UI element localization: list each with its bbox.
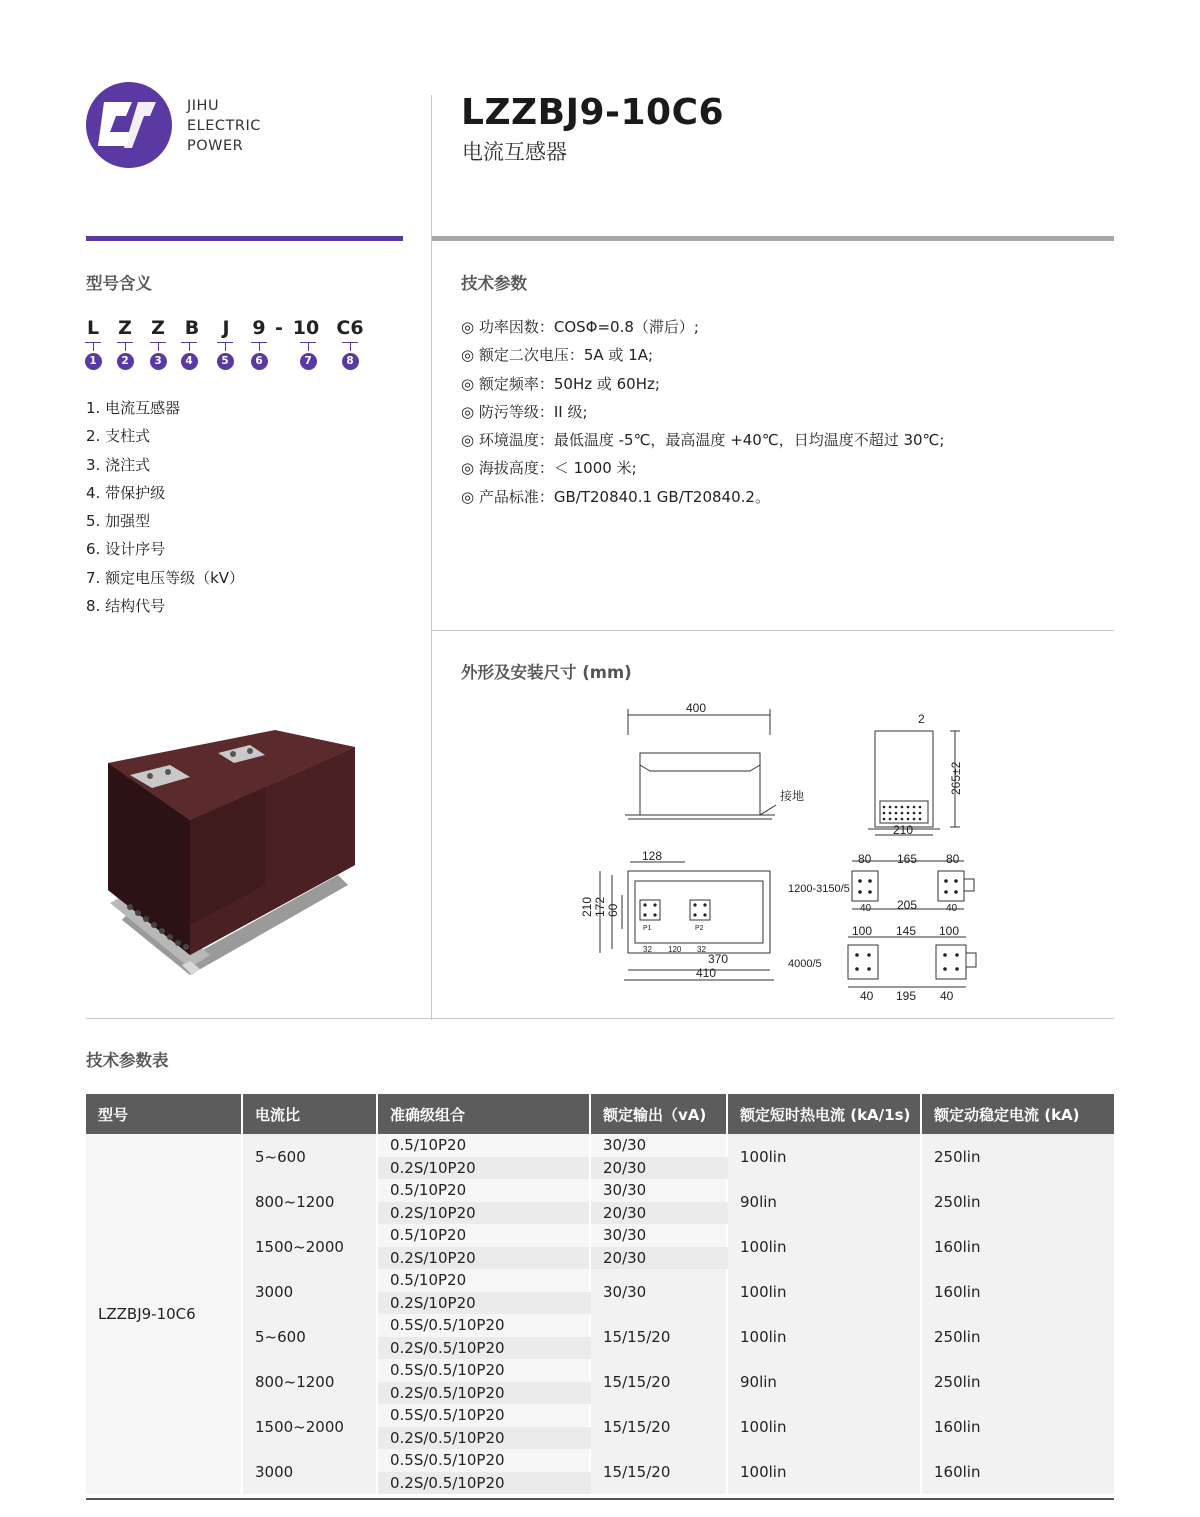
cell-accuracy: 0.5S/0.5/10P20 [378,1449,591,1472]
dim-front-width: 400 [686,701,707,715]
product-title: LZZBJ9-10C6 [461,92,725,133]
marker-1 [84,342,102,370]
cell-output: 15/15/20 [591,1404,728,1449]
cell-dynamic: 160lin [922,1269,1114,1314]
spec-table-heading: 技术参数表 [86,1051,169,1070]
cell-output: 30/30 [591,1269,728,1314]
cell-dynamic: 160lin [922,1404,1114,1449]
cell-thermal: 100lin [728,1404,922,1449]
cell-thermal: 100lin [728,1269,922,1314]
dim-side-top: 2 [918,712,925,726]
product-photo [100,725,365,980]
cell-dynamic: 250lin [922,1179,1114,1224]
cell-accuracy: 0.2S/0.5/10P20 [378,1337,591,1360]
spec-item: ◎ 防污等级：II 级; [461,402,588,421]
cell-ratio: 5~600 [243,1134,378,1179]
cell-accuracy: 0.5/10P20 [378,1269,591,1292]
tech-params-list [461,313,944,511]
marker-number: 3 [150,353,167,370]
code-letter: 10 [292,317,320,339]
term-a-ratio: 1200-3150/5 [788,883,850,895]
code-letter: 9 [252,317,266,339]
dim-side-height: 265±2 [949,761,963,795]
term-b-ratio: 4000/5 [788,958,822,970]
section-divider [86,1018,1114,1019]
meaning-item: 8. 结构代号 [86,597,166,616]
marker-number: 6 [251,353,268,370]
term-b-dim-f: 40 [940,989,954,1003]
code-dash: - [275,317,283,339]
dim-plan-d8: 370 [708,952,729,966]
spec-item: ◎ 环境温度：最低温度 -5℃，最高温度 +40℃，日均温度不超过 30℃; [461,431,945,450]
cell-accuracy: 0.5S/0.5/10P20 [378,1359,591,1382]
cell-accuracy: 0.5/10P20 [378,1224,591,1247]
cell-thermal: 90lin [728,1359,922,1404]
header-dynamic: 额定动稳定电流 (kA) [922,1094,1114,1134]
dim-plan-d2: 210 [580,896,594,917]
cell-output: 30/30 [591,1224,728,1247]
cell-accuracy: 0.5S/0.5/10P20 [378,1404,591,1427]
spec-table [86,1094,1114,1494]
brand-name [187,96,261,156]
dim-plan-d4: 60 [606,903,620,917]
cell-thermal: 100lin [728,1134,922,1179]
cell-output: 15/15/20 [591,1449,728,1494]
term-b-dim-e: 195 [896,989,917,1003]
marker-2 [116,342,134,370]
cell-ratio: 800~1200 [243,1179,378,1224]
vertical-divider [431,95,432,1020]
model-code [86,317,376,341]
marker-4 [180,342,198,370]
dim-side-base: 210 [893,823,914,837]
marker-number: 1 [85,353,102,370]
brand-line-1: JIHU [187,98,220,114]
term-b-dim-c: 100 [939,924,960,938]
cell-dynamic: 160lin [922,1224,1114,1269]
cell-thermal: 90lin [728,1179,922,1224]
term-b-dim-b: 145 [896,924,917,938]
company-logo [86,82,172,168]
meaning-item: 4. 带保护级 [86,483,166,502]
cell-dynamic: 250lin [922,1359,1114,1404]
brand-line-2: ELECTRIC [187,118,261,134]
dim-plan-d1: 128 [642,849,663,863]
section-divider [432,630,1114,631]
header-accuracy: 准确级组合 [378,1094,591,1134]
spec-item: ◎ 额定二次电压：5A 或 1A; [461,346,654,365]
dimensions-heading: 外形及安装尺寸 (mm) [461,663,632,682]
term-a-dim-c: 80 [946,852,960,866]
dim-plan-d3: 172 [593,896,607,917]
marker-number: 2 [117,353,134,370]
meaning-item: 2. 支柱式 [86,427,151,446]
cell-accuracy: 0.2S/10P20 [378,1157,591,1180]
cell-accuracy: 0.5S/0.5/10P20 [378,1314,591,1337]
meaning-item: 6. 设计序号 [86,540,166,559]
cell-thermal: 100lin [728,1314,922,1359]
tech-params-heading: 技术参数 [461,274,527,293]
marker-number: 4 [181,353,198,370]
header-thermal: 额定短时热电流 (kA/1s) [728,1094,922,1134]
dim-ground-label: 接地 [780,789,805,803]
code-letter: Z [118,317,132,339]
cell-accuracy: 0.5/10P20 [378,1179,591,1202]
term-a-dim-f: 40 [946,903,958,914]
header-ratio: 电流比 [243,1094,378,1134]
cell-output: 20/30 [591,1202,728,1225]
term-a-dim-a: 80 [858,852,872,866]
code-letter: L [86,317,100,339]
table-bottom-rule [86,1498,1114,1500]
model-meaning-heading: 型号含义 [86,274,152,293]
cell-model: LZZBJ9-10C6 [86,1134,243,1494]
meaning-item: 7. 额定电压等级（kV） [86,568,245,587]
dim-plan-d7: 32 [697,945,706,954]
cell-accuracy: 0.2S/0.5/10P20 [378,1427,591,1450]
secondary-terminal-dots [883,806,922,821]
header-model: 型号 [86,1094,243,1134]
cell-thermal: 100lin [728,1449,922,1494]
model-meaning-list [86,394,244,620]
spec-item: ◎ 产品标准：GB/T20840.1 GB/T20840.2。 [461,487,770,506]
code-letter: C6 [336,317,364,339]
marker-6 [250,342,268,370]
accent-bar [86,236,403,241]
dimension-drawings [580,695,1010,1015]
table-row [86,1134,1114,1157]
term-a-dim-b: 165 [897,852,918,866]
cell-output: 30/30 [591,1179,728,1202]
cell-output: 20/30 [591,1247,728,1270]
cell-dynamic: 250lin [922,1134,1114,1179]
cell-accuracy: 0.2S/0.5/10P20 [378,1472,591,1495]
marker-number: 7 [300,353,317,370]
code-markers [86,342,376,374]
meaning-item: 5. 加强型 [86,512,151,531]
cell-thermal: 100lin [728,1224,922,1269]
dim-plan-d6: 120 [668,945,682,954]
cell-ratio: 1500~2000 [243,1224,378,1269]
spec-item: ◎ 额定频率：50Hz 或 60Hz; [461,374,660,393]
spec-item: ◎ 海拔高度：＜ 1000 米; [461,459,637,478]
cell-accuracy: 0.2S/10P20 [378,1292,591,1315]
cell-output: 15/15/20 [591,1359,728,1404]
cell-output: 20/30 [591,1157,728,1180]
marker-number: 5 [217,353,234,370]
cell-ratio: 3000 [243,1449,378,1494]
cell-dynamic: 250lin [922,1314,1114,1359]
cell-ratio: 3000 [243,1269,378,1314]
term-a-dim-d: 40 [860,903,872,914]
spec-item: ◎ 功率因数：COSΦ=0.8（滞后）; [461,318,699,336]
marker-8 [341,342,359,370]
dim-plan-d9: 410 [696,966,717,980]
meaning-item: 1. 电流互感器 [86,399,181,417]
cell-ratio: 1500~2000 [243,1404,378,1449]
cell-dynamic: 160lin [922,1449,1114,1494]
marker-number: 8 [342,353,359,370]
cell-output: 15/15/20 [591,1314,728,1359]
product-subtitle: 电流互感器 [462,140,567,164]
code-letter: B [184,317,200,339]
cell-accuracy: 0.2S/10P20 [378,1247,591,1270]
term-a-dim-e: 205 [897,898,918,912]
term-b-dim-a: 100 [852,924,873,938]
marker-3 [149,342,167,370]
dim-plan-d5: 32 [643,945,652,954]
gray-bar [432,236,1114,241]
marker-7 [299,342,317,370]
terminal-p2: P2 [695,925,704,932]
meaning-item: 3. 浇注式 [86,455,151,474]
cell-accuracy: 0.2S/0.5/10P20 [378,1382,591,1405]
brand-line-3: POWER [187,138,244,154]
cell-output: 30/30 [591,1134,728,1157]
code-letter: J [222,317,230,339]
cell-accuracy: 0.5/10P20 [378,1134,591,1157]
code-letter: Z [151,317,165,339]
cell-ratio: 800~1200 [243,1359,378,1404]
table-header-row [86,1094,1114,1134]
term-b-dim-d: 40 [860,989,874,1003]
cell-ratio: 5~600 [243,1314,378,1359]
terminal-p1: P1 [643,925,652,932]
cell-accuracy: 0.2S/10P20 [378,1202,591,1225]
marker-5 [216,342,234,370]
header-output: 额定输出（vA) [591,1094,728,1134]
